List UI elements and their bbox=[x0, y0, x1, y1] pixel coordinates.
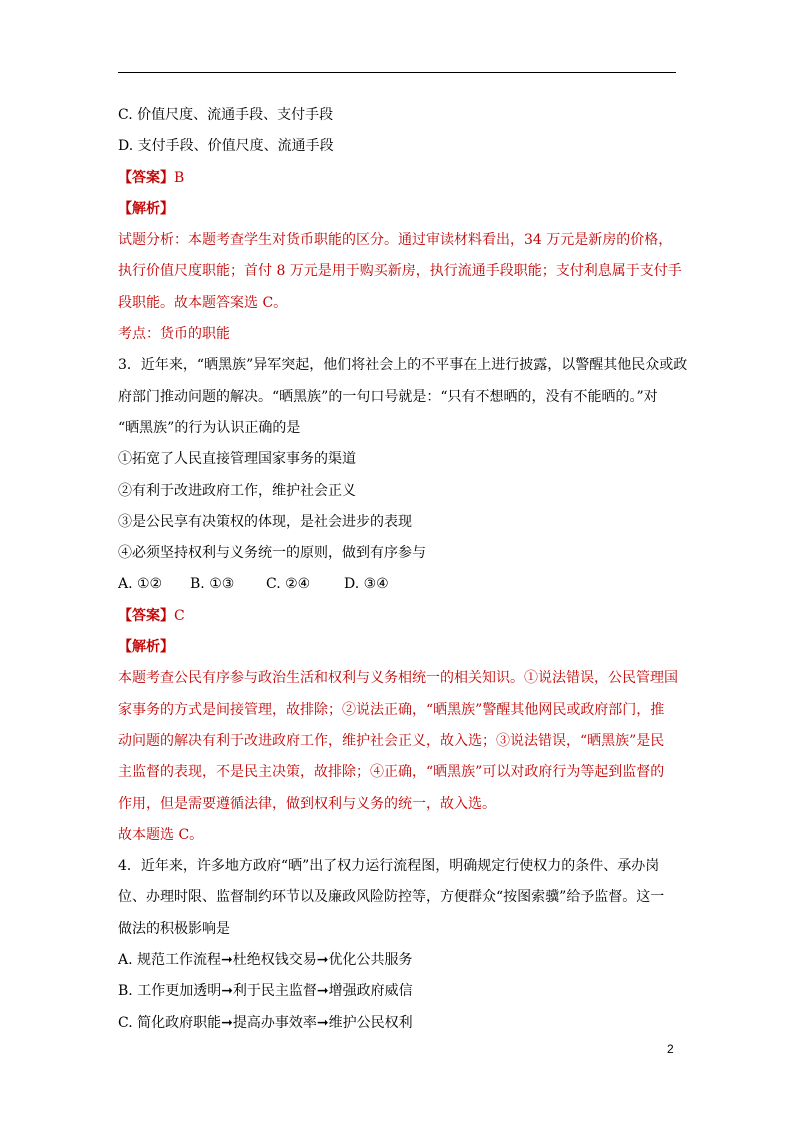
q3-statement: ①拓宽了人民直接管理国家事务的渠道 bbox=[118, 451, 356, 468]
answer-tag: 【答案】 bbox=[118, 169, 174, 186]
q2-analysis-tag: 【解析】 bbox=[118, 200, 174, 217]
q3-stem-line: 3．近年来，“晒黑族”异军突起，他们将社会上的不平事在上进行披露，以警醒其他民众或政 bbox=[118, 357, 688, 374]
page-content bbox=[118, 100, 688, 1039]
page-number: 2 bbox=[667, 1042, 674, 1056]
q2-kaodian: 考点：货币的职能 bbox=[118, 326, 230, 343]
q3-option-c: C. ②④ bbox=[266, 576, 311, 593]
q3-statement: ④必须坚持权利与义务统一的原则，做到有序参与 bbox=[118, 545, 426, 562]
q2-option-c: C. 价值尺度、流通手段、支付手段 bbox=[118, 107, 334, 123]
q3-stem-line: 府部门推动问题的解决。“晒黑族”的一句口号就是：“只有不想晒的，没有不能晒的。”对 bbox=[118, 388, 658, 405]
q3-analysis-line: 主监督的表现，不是民主决策，故排除；④正确，“晒黑族”可以对政府行为等起到监督的 bbox=[118, 764, 665, 781]
q4-option-b: B. 工作更加透明➞利于民主监督➞增强政府威信 bbox=[118, 983, 413, 1000]
q3-conclusion: 故本题选 C。 bbox=[118, 826, 204, 843]
q3-answer bbox=[118, 601, 688, 632]
answer-value: C bbox=[174, 607, 185, 624]
q2-analysis-line: 试题分析：本题考查学生对货币职能的区分。通过审读材料看出，34 万元是新房的价格， bbox=[118, 232, 673, 249]
q2-analysis-line: 执行价值尺度职能；首付 8 万元是用于购买新房，执行流通手段职能；支付利息属于支付手 bbox=[118, 263, 682, 280]
q4-stem-line: 做法的积极影响是 bbox=[118, 920, 230, 937]
q4-option-c: C. 简化政府职能➞提高办事效率➞维护公民权利 bbox=[118, 1014, 413, 1031]
q3-statement: ③是公民享有决策权的体现，是社会进步的表现 bbox=[118, 513, 412, 530]
q2-option-d: D. 支付手段、价值尺度、流通手段 bbox=[118, 138, 334, 155]
q3-options bbox=[118, 569, 688, 600]
q2-answer bbox=[118, 163, 688, 194]
q2-analysis-line: 段职能。故本题答案选 C。 bbox=[118, 294, 288, 311]
q3-analysis-line: 家事务的方式是间接管理，故排除；②说法正确，“晒黑族”警醒其他网民或政府部门，推 bbox=[118, 701, 665, 718]
q3-stem-line: “晒黑族”的行为认识正确的是 bbox=[118, 419, 301, 436]
q3-option-b: B. ①③ bbox=[190, 576, 235, 593]
header-rule bbox=[118, 72, 676, 73]
answer-tag: 【答案】 bbox=[118, 607, 174, 624]
q3-analysis-line: 本题考查公民有序参与政治生活和权利与义务相统一的相关知识。①说法错误，公民管理国 bbox=[118, 670, 678, 687]
q3-statement: ②有利于改进政府工作，维护社会正义 bbox=[118, 482, 356, 499]
q3-option-a: A. ①② bbox=[118, 576, 163, 593]
q3-analysis-line: 作用，但是需要遵循法律，做到权利与义务的统一，故入选。 bbox=[118, 795, 496, 812]
q3-option-d: D. ③④ bbox=[344, 576, 389, 593]
q3-analysis-line: 动问题的解决有利于改进政府工作，维护社会正义，故入选；③说法错误，“晒黑族”是民 bbox=[118, 732, 665, 749]
q4-option-a: A. 规范工作流程➞杜绝权钱交易➞优化公共服务 bbox=[118, 952, 413, 969]
q4-stem-line: 位、办理时限、监督制约环节以及廉政风险防控等，方便群众“按图索骥”给予监督。这一 bbox=[118, 889, 665, 906]
answer-value: B bbox=[174, 169, 185, 186]
q3-analysis-tag: 【解析】 bbox=[118, 639, 174, 656]
q4-stem-line: 4．近年来，许多地方政府“晒”出了权力运行流程图，明确规定行使权力的条件、承办岗 bbox=[118, 858, 660, 875]
